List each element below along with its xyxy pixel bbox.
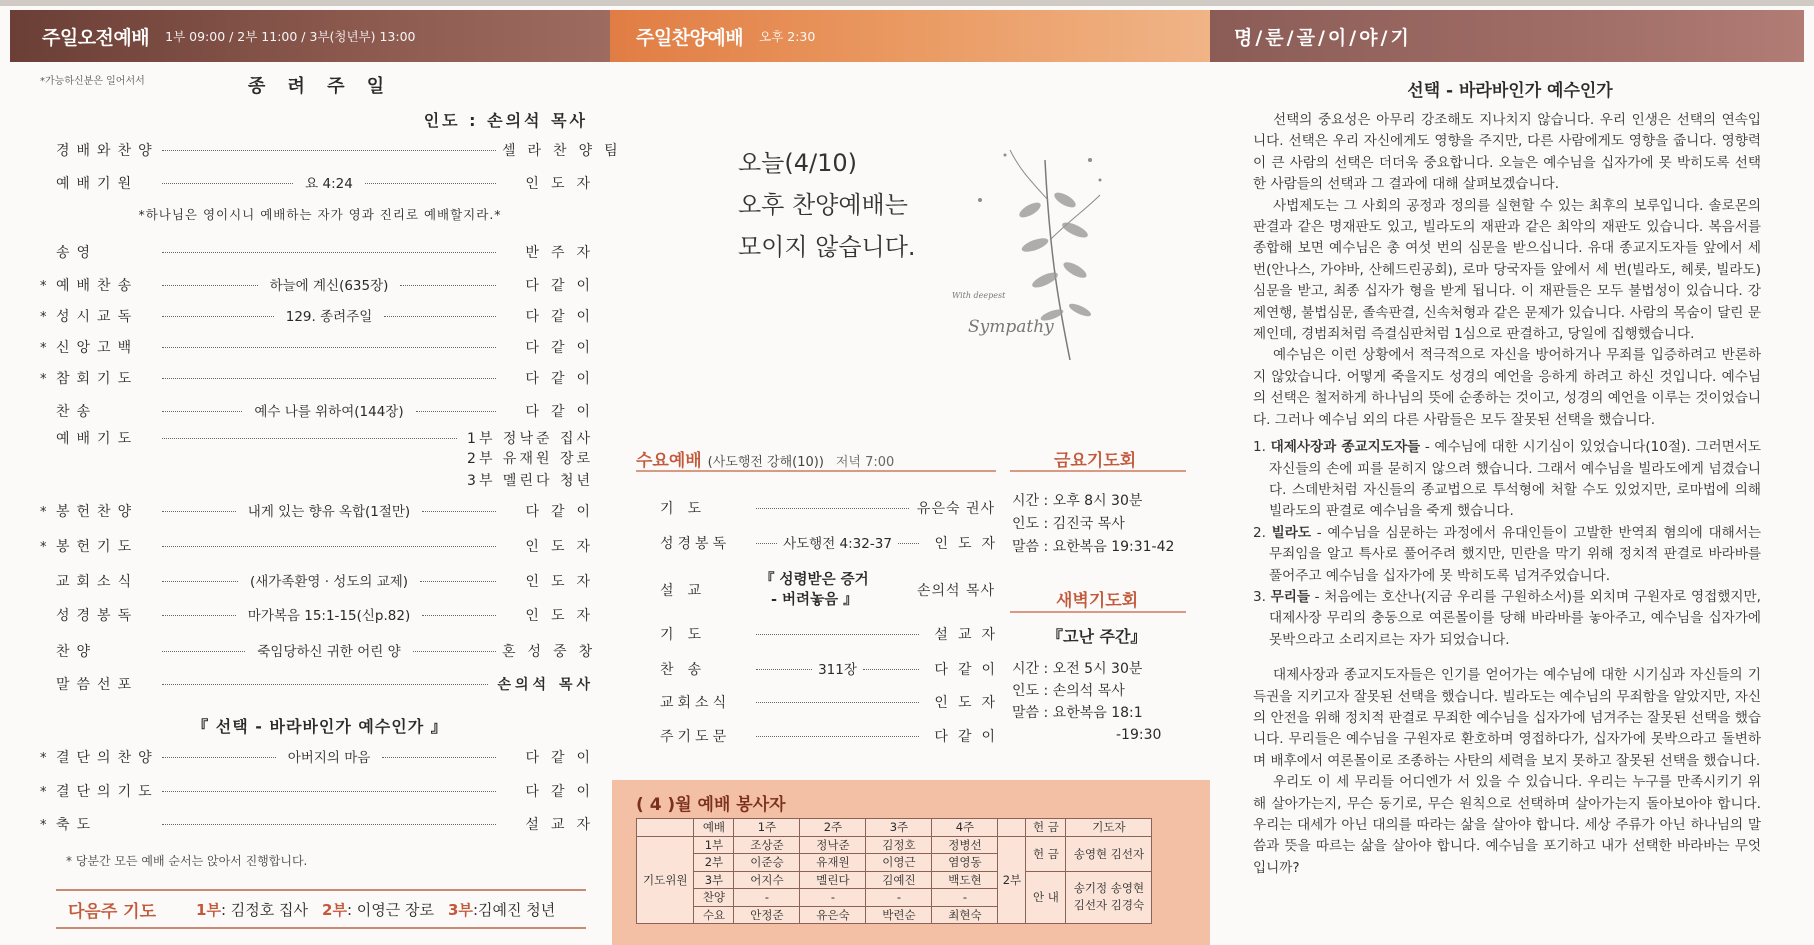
wednesday-sermon-line-1: 『 성령받은 증거 [760,572,869,588]
essay-body [1253,110,1761,879]
essay-title: 선택 - 바라바인가 예수인가 [1407,81,1613,101]
dawn-sub: 『고난 주간』 [1047,627,1147,646]
friday-word: 말씀 : 요한복음 19:31-42 [1012,539,1175,555]
order-person: 다같이 [525,309,603,325]
notice-line-3: 모이지 않습니다. [738,233,916,261]
order-star: * [40,310,47,325]
dawn-word-2: -19:30 [1116,727,1162,743]
order-detail: 하늘에 계신(635장) [269,278,389,294]
vol-name-cell: 최현숙 [932,906,998,924]
essay-list-item-2: 2. 빌라도 - 예수님을 심문하는 과정에서 유대인들이 고발한 반역죄 혐의에 대해서는 무죄임을 알고 특사로 풀어주려 했지만, 민란을 막기 위해 정치적 판결로 바라바를 풀어주고 예수님을 십자가에 못 박히도록 넘겨주었습니다. [1253,524,1761,584]
wednesday-sub: (사도행전 강해(10)) [707,455,824,470]
dawn-time: 시간 : 오전 5시 30분 [1012,661,1143,677]
next-week-p2-tag: 2부 [322,900,347,919]
stand-note: *가능하신분은 일어서서 [40,76,145,87]
dawn-divider [1010,611,1186,613]
vol-name-cell: 김정호 [866,836,932,854]
essay-paragraph-1: 선택의 중요성은 아무리 강조해도 지나치지 않습니다. 우리 인생은 선택의 연속입니다. 선택은 우리 자신에게도 영향을 주지만, 다른 사람에게도 영향을 줍니다. 영향력이 큰 사람의 선택은 더더욱 중요합니다. 오늘은 예수님을 십자가에 못 박히도록 선택한 사람들의 선택과 그 결과에 대해 살펴보겠습니다. [1253,112,1761,193]
order-detail: 죽임당하신 귀한 어린 양 [257,644,401,660]
wednesday-order-person: 인도자 [934,695,1005,711]
order-row [40,305,603,326]
prayer-extra-3 [40,470,593,490]
vol-head-cell: 4주 [932,819,998,837]
vol-offering-names: 송영현 김선자 [1066,836,1152,871]
order-star: * [40,751,47,766]
order-detail: 마가복음 15:1-15(신p.82) [247,608,411,624]
next-week-label: 다음주 기도 [68,901,157,922]
vol-name-cell: - [866,889,932,907]
order-detail: 아버지의 마음 [287,750,371,766]
order-dots [422,511,496,512]
friday-time: 시간 : 오후 8시 30분 [1012,493,1143,509]
vol-name-cell: - [932,889,998,907]
wednesday-order-detail: 311장 [818,662,857,678]
verse-quote: *하나님은 영이시니 예배하는 자가 영과 진리로 예배할지라.* [138,207,502,222]
order-item: 봉헌기도 [56,539,139,555]
order-detail: 내게 있는 향유 옥합(1절만) [247,504,411,520]
order-detail: (새가족환영 · 성도의 교제) [249,574,409,590]
sunday-name: 종 려 주 일 [247,76,393,97]
header-right-title: 명/룬/골/이/야/기 [1234,26,1412,49]
wednesday-order-row [660,726,1005,746]
order-item: 결단의찬양 [56,750,159,766]
wednesday-order-row [660,624,1005,644]
wednesday-order-row [660,498,995,518]
sympathy-flower-illustration [950,140,1110,380]
order-star: * [40,505,47,520]
volunteers-title: ( 4 )월 예배 봉사자 [636,795,786,815]
order-dots [162,183,293,184]
vol-side-corner [998,819,1026,837]
wednesday-order-dots [756,702,919,703]
order-dots [384,316,496,317]
order-star: * [40,279,47,294]
order-item: 경배와찬양 [56,143,159,159]
order-row [40,400,602,421]
wednesday-title [636,446,894,471]
order-dots [162,252,496,253]
order-star: * [40,785,47,800]
next-week-p1-tag: 1부 [196,900,221,919]
wednesday-order-item: 기도 [660,501,716,517]
vol-group-label: 기도위원 [637,836,694,924]
order-item: 말씀선포 [56,677,139,693]
order-dots [422,615,496,616]
wednesday-order-dots [756,543,777,544]
friday-leader: 인도 : 김진국 목사 [1012,516,1125,532]
order-dots [162,546,496,547]
vol-service-cell: 3부 [694,871,734,889]
vol-name-cell: 조상준 [734,836,800,854]
essay-list-item-1: 1. 대제사장과 종교지도자들 - 예수님에 대한 시기심이 있었습니다(10절). 그러면서도 자신들의 손에 피를 묻히지 않으려 했습니다. 그래서 예수님을 빌라도에게 넘겼습니다. 스데반처럼 자신들의 종교법으로 투석형에 처할 수도 있었지만, 로마법에 의해 빌라도의 판결로 예수님을 죽게 했습니다. [1253,439,1761,520]
wednesday-time: 저녁 7:00 [835,455,895,470]
order-person: 다같이 [525,278,602,294]
wednesday-order-detail: 사도행전 4:32-37 [783,536,892,552]
wednesday-order-row [660,658,1005,679]
order-row [40,368,602,388]
essay-list-item-2-head: 빌라도 [1271,524,1312,541]
order-dots [162,285,258,286]
vol-name-cell: 유재원 [800,854,866,872]
order-item: 참회기도 [56,371,139,387]
order-dots [162,316,274,317]
afternoon-notice [738,142,916,268]
friday-info [1012,490,1174,559]
vol-offering-label: 헌 금 [1026,836,1066,871]
vol-name-cell: 정낙준 [800,836,866,854]
essay-list-item-1-text: - 예수님에 대한 시기심이 있었습니다(10절). 그러면서도 자신들의 손에 피를 묻히지 않으려 했습니다. 그래서 예수님을 빌라도에게 넘겼습니다. 스데반처럼 자신들의 종교법으로 투석형에 처할 수도 있었지만, 로마법에 의해 빌라도의 판결로 예수님을 죽게 했습니다. [1269,439,1761,520]
wednesday-order-person: 다같이 [934,729,1005,745]
order-detail: 예수 나를 위하여(144장) [254,404,404,420]
wednesday-order-row [660,692,1005,712]
wednesday-order-dots [756,634,919,635]
friday-title: 금요기도회 [1054,451,1137,471]
vol-name-cell: 박련순 [866,906,932,924]
vol-name-cell: 염영동 [932,854,998,872]
vol-service-cell: 2부 [694,854,734,872]
wednesday-order-item: 교회소식 [660,695,731,711]
wednesday-order-dots [756,669,812,670]
vol-guide-label: 안 내 [1026,871,1066,924]
order-dots [162,378,496,379]
service-leader: 인도 : 손의석 목사 [423,111,588,130]
vol-guide-names [1066,871,1152,924]
wednesday-order-item: 성경봉독 [660,536,731,552]
order-dots [162,438,457,439]
wednesday-sermon-line-2: - 버려놓음 』 [770,592,858,608]
wednesday-title-text: 수요예배 [636,451,702,471]
order-person: 인도자 [525,608,602,624]
wednesday-order-dots [756,736,919,737]
order-detail: 129. 종려주일 [285,309,373,325]
order-person: 1부 정낙준 집사 [467,431,593,447]
vol-name-cell: 정병선 [932,836,998,854]
wednesday-sermon [760,570,869,610]
essay-paragraph-3: 예수님은 이런 상황에서 적극적으로 자신을 방어하거나 무죄를 입증하려고 반론하지 않았습니다. 어떻게 죽을지도 성경의 예언을 응하게 하려고 하신 것입니다. 예수님의 선택은 철저하게 하나님의 뜻에 순종하는 것이고, 성경의 예언을 이루는 것이었습니다. 그러나 예수님 외의 다른 사람들은 모두 잘못된 선택을 했습니다. [1253,347,1761,428]
wednesday-order-person: 설교자 [934,627,1005,643]
vol-side-head-b: 기도자 [1066,819,1152,837]
order-row [40,674,594,694]
order-dots [382,757,496,758]
essay-list-item-3: 3. 무리들 - 처음에는 호산나(지금 우리를 구원하소서)를 외치며 구원자로 영접했지만, 대제사장 무리의 충동으로 여론몰이를 당해 바라바를 놓아주고, 예수님을 십자가에 못박으라고 소리지르는 자가 되었습니다. [1253,588,1761,648]
order-dots [365,183,496,184]
wednesday-order-row [660,532,1006,553]
essay-list-item-1-head: 대제사장과 종교지도자들 [1270,439,1421,456]
essay-list [1253,437,1761,651]
next-week-p3: :김예진 청년 [472,900,556,919]
order-dots [400,285,496,286]
header-mid-time: 오후 2:30 [759,29,816,44]
vol-name-cell: 멜린다 [800,871,866,889]
next-week-p3-tag: 3부 [448,900,473,919]
order-star: * [40,818,47,833]
volunteers-row [637,836,1152,854]
order-dots [162,411,242,412]
order-person: 셀라찬양팀 [502,143,630,159]
vol-head-cell: 예배 [694,819,734,837]
order-person: 인도자 [525,539,602,555]
vol-side-head-a: 헌 금 [1026,819,1066,837]
order-row [40,604,602,625]
order-row [40,570,603,591]
order-row [40,500,603,521]
wednesday-order-item: 기도 [660,627,716,643]
order-person: 손의석 목사 [497,677,594,693]
vol-head-cell: 1주 [734,819,800,837]
essay-paragraph-2: 사법제도는 그 사회의 공정과 정의를 실현할 수 있는 최후의 보루입니다. 솔로몬의 판결과 같은 명재판도 있고, 빌라도의 재판과 같은 최악의 재판도 있습니다. 복음서를 종합해 보면 예수님은 총 여섯 번의 심문을 받으십니다. 유대 종교지도자들 앞에서 세 번(안나스, 가야바, 산헤드린공회), 로마 당국자들 앞에서 세 번(빌라도, 헤롯, 빌라도) 심문을 받고, 최종 십자가 형을 받게 됩니다. 이 재판들은 모두 불법성이 있습니다. 강제연행, 불법심문, 졸속판결, 신속처형과 같은 문제가 있습니다. 사람의 목숨이 달린 문제인데, 경범죄처럼 즉결심판처럼 1심으로 판결하고, 당일에 집행했습니다. [1253,197,1761,343]
essay-list-item-3-head: 무리들 [1270,588,1311,605]
sermon-title: 『 선택 - 바라바인가 예수인가 』 [192,717,448,736]
header-sunday-morning [10,10,610,62]
volunteers-head-row [637,819,1152,837]
volunteers-row [637,871,1152,889]
vol-side-group: 2부 [998,836,1026,924]
order-dots [413,651,496,652]
prayer-extra-2-text: 2부 유재원 장로 [467,451,593,467]
vol-head-cell: 2주 [800,819,866,837]
order-dots [162,615,236,616]
order-row [40,140,630,160]
order-dots [162,511,236,512]
vol-name-cell: 백도현 [932,871,998,889]
order-row [40,274,602,295]
order-star: * [40,540,47,555]
dawn-title: 새벽기도회 [1056,591,1139,611]
order-person: 혼성중창 [502,644,605,660]
next-week-prayer [56,889,586,929]
order-dots [416,411,496,412]
order-star: * [40,372,47,387]
top-border [0,0,1814,6]
prayer-extra-2 [40,448,593,468]
order-item: 성경봉독 [56,608,139,624]
vol-service-cell: 찬양 [694,889,734,907]
order-star: * [40,341,47,356]
notice-line-2: 오후 찬양예배는 [738,191,908,219]
vol-name-cell: 이영근 [866,854,932,872]
order-person: 다같이 [525,504,603,520]
order-item: 예배기원 [56,176,139,192]
card-small-text: With deepest [952,291,1006,300]
vol-service-cell: 1부 [694,836,734,854]
dawn-leader: 인도 : 손의석 목사 [1012,683,1125,699]
vol-name-cell: 김예진 [866,871,932,889]
order-person: 다같이 [525,371,602,387]
order-item: 송영 [56,245,98,261]
order-item: 예배기도 [56,431,139,447]
vol-guide-names-1: 송기정 송영현 [1073,881,1145,896]
wednesday-order-person: 인도자 [934,536,1006,552]
vol-corner [637,819,694,837]
vol-guide-names-2: 김선자 김경숙 [1073,898,1145,913]
header-left-title: 주일오전예배 [42,26,150,49]
header-sunday-praise [610,10,1210,62]
order-row [40,781,602,801]
order-item: 교회소식 [56,574,139,590]
essay-list-item-2-text: - 예수님을 심문하는 과정에서 유대인들이 고발한 반역죄 혐의에 대해서는 무죄임을 알고 특사로 풀어주려 했지만, 민란을 막기 위해 정치적 판결로 바라바를 풀어주고 예수님을 십자가에 못 박히도록 넘겨주었습니다. [1269,524,1761,584]
order-dots [420,581,496,582]
essay-paragraph-4: 대제사장과 종교지도자들은 인기를 얻어가는 예수님에 대한 시기심과 자신들의 기득권을 지키고자 잘못된 선택을 했습니다. 빌라도는 예수님의 무죄함을 알았지만, 자신의 안전을 위해 정치적 판결로 무죄한 예수님을 십자가에 넘겨주는 잘못된 선택을 했습니다. 무리들은 예수님을 구원자로 환호하며 영접하다가, 십자가에 못박으라고 돌변하며 배후에서 여론몰이로 조종하는 사탄의 세력을 보지 못하고 잘못된 선택을 했습니다. [1253,667,1761,769]
wednesday-order-dots [898,543,919,544]
dawn-info [1012,658,1161,746]
wednesday-order-person: 유은숙 권사 [916,501,995,517]
vol-name-cell: 안정준 [734,906,800,924]
next-week-p2: : 이영근 장로 [346,900,434,919]
essay-gap [1253,657,1761,665]
vol-head-cell: 3주 [866,819,932,837]
header-mid-title: 주일찬양예배 [636,26,744,49]
order-dots [162,684,488,685]
order-person: 설교자 [525,817,602,833]
order-row [40,337,602,357]
essay-paragraph-5: 우리도 이 세 무리들 어디엔가 서 있을 수 있습니다. 우리는 누구를 만족시키기 위해 살아가는지, 무슨 동기로, 무슨 원칙으로 선택하며 살아가는지 돌아보아야 합니다. 우리는 대세가 아닌 대의를 따라는 삶을 살아야 합니다. 세상 주류가 아닌 하나님의 말씀과 뜻을 따르는 삶을 살아야 합니다. 예수님을 포기하고 내가 선택한 바라바는 무엇입니까? [1253,774,1761,876]
order-row [40,428,593,448]
essay-list-item-3-text: - 처음에는 호산나(지금 우리를 구원하소서)를 외치며 구원자로 영접했지만, 대제사장 무리의 충동으로 여론몰이를 당해 바라바를 놓아주고, 예수님을 십자가에 못박으라고 소리지르는 자가 되었습니다. [1269,588,1761,648]
header-left-times: 1부 09:00 / 2부 11:00 / 3부(청년부) 13:00 [165,29,416,44]
card-big-text: Sympathy [968,317,1054,337]
order-row [40,172,602,193]
vol-service-cell: 수요 [694,906,734,924]
order-dots [162,581,238,582]
order-row [40,242,602,262]
next-week-p1: : 김정호 집사 [220,900,309,919]
order-item: 축도 [56,817,98,833]
wednesday-order-item: 설교 [660,583,716,599]
notice-line-1: 오늘(4/10) [738,149,857,177]
order-item: 예배찬송 [56,278,139,294]
wednesday-order-person: 손의석 목사 [916,583,995,599]
friday-divider [1010,470,1186,472]
vol-name-cell: 이준승 [734,854,800,872]
order-item: 신앙고백 [56,340,139,356]
order-dots [162,791,496,792]
order-item: 찬양 [56,644,98,660]
vol-name-cell: 유은숙 [800,906,866,924]
order-person: 다같이 [525,784,602,800]
order-row [40,536,602,556]
order-dots [162,347,496,348]
order-person: 반주자 [525,245,602,261]
order-person: 인도자 [525,574,603,590]
order-detail: 요 4:24 [305,176,353,192]
order-dots [162,824,496,825]
order-item: 봉헌찬양 [56,504,139,520]
header-column-story [1210,10,1804,62]
order-item: 찬송 [56,404,98,420]
volunteers-table [636,818,1152,924]
order-dots [162,150,496,151]
vol-name-cell: 어지수 [734,871,800,889]
wednesday-divider [636,470,996,472]
order-row [40,640,605,661]
order-person: 다같이 [525,340,602,356]
wednesday-order-dots [756,508,909,509]
order-person: 다같이 [525,404,602,420]
wednesday-order-dots [863,669,919,670]
order-dots [162,757,276,758]
order-row [40,814,602,834]
order-item: 성시교독 [56,309,139,325]
order-item: 결단의기도 [56,784,159,800]
wednesday-order-item: 주기도문 [660,729,731,745]
dawn-word: 말씀 : 요한복음 18:1 [1012,705,1143,721]
vol-name-cell: - [734,889,800,907]
order-person: 인도자 [525,176,602,192]
order-dots [162,651,245,652]
wednesday-order-person: 다같이 [934,662,1005,678]
prayer-extra-3-text: 3부 멜린다 청년 [467,473,593,489]
order-person: 다같이 [525,750,603,766]
seated-footnote: * 당분간 모든 예배 순서는 앉아서 진행합니다. [66,854,308,868]
wednesday-order-item: 찬송 [660,662,716,678]
vol-name-cell: - [800,889,866,907]
order-row [40,746,603,767]
